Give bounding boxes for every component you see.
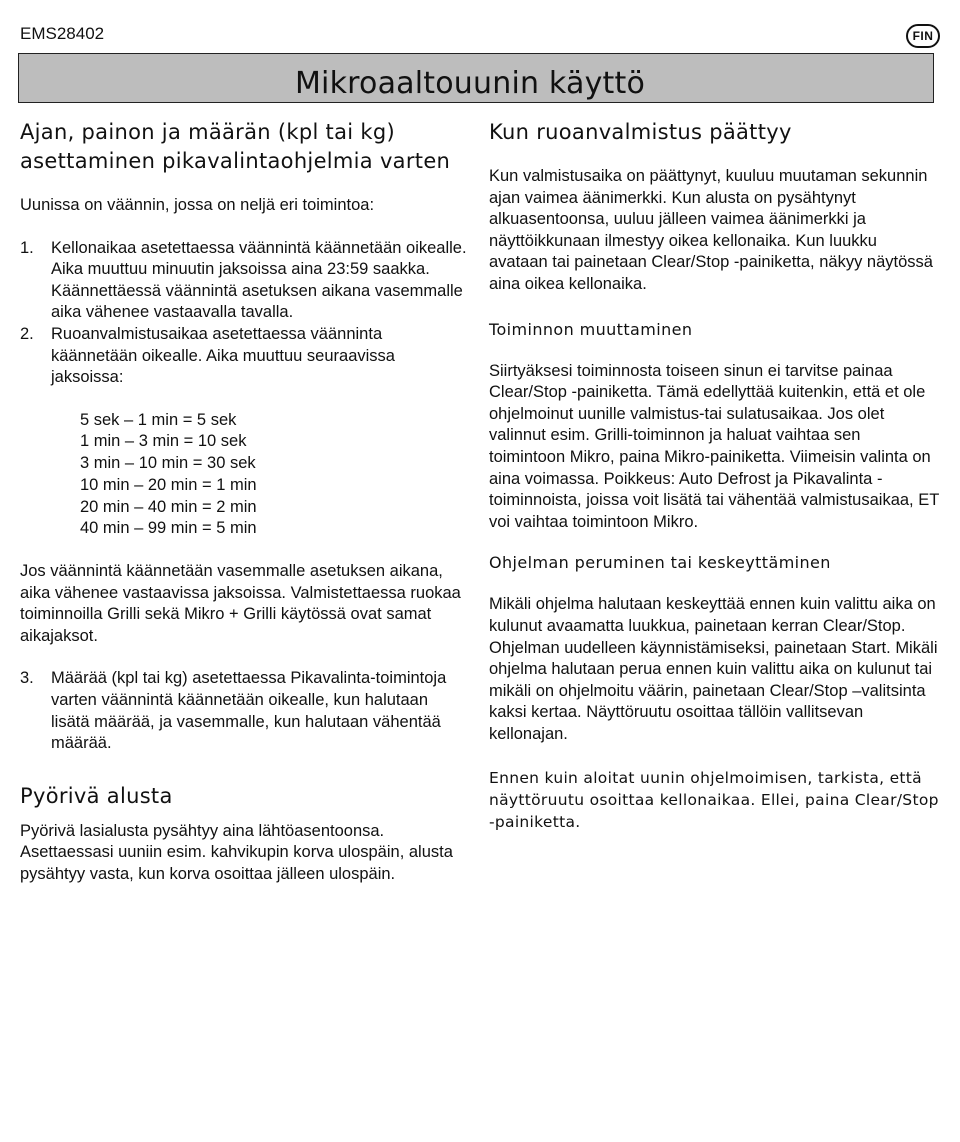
list-text: Kellonaikaa asetettaessa väännintä käännetään oikealle. Aika muuttuu minuutin jaksoissa aina 23:59 saakka. Käännettäessä väännintä asetuksen aikana vasemmalle aika vähenee vastaavalla tavalla. [51,238,467,322]
interval-row: 20 min – 40 min = 2 min [80,497,257,516]
left-column [20,118,470,886]
section-title-cooking-ends: Kun ruoanvalmistus päättyy [489,120,792,144]
turntable-paragraph: Pyörivä lasialusta pysähtyy aina lähtöasentoonsa. Asettaessasi uuniin esim. kahvikupin korva ulospäin, alusta pysähtyy vasta, kun korva osoittaa jälleen ulospäin. [20,821,453,883]
function-list-continued [20,668,470,754]
time-interval-table [20,410,470,540]
interval-row: 3 min – 10 min = 30 sek [80,454,256,473]
banner-title: Mikroaaltouunin käyttö [294,66,645,101]
list-number: 2. [20,324,34,343]
function-list [20,238,470,389]
intro-paragraph: Uunissa on väännin, jossa on neljä eri toimintoa: [20,196,375,214]
list-number: 3. [20,669,34,688]
list-item-3 [20,668,470,754]
interval-row: 40 min – 99 min = 5 min [80,519,257,538]
subsection-title-cancel-program: Ohjelman peruminen tai keskeyttäminen [489,553,831,573]
section-title-time-weight [20,118,470,176]
section-title-turntable: Pyörivä alusta [20,783,173,808]
cancel-program-paragraph: Mikäli ohjelma halutaan keskeyttää ennen kuin valittu aika on kulunut avaamatta luukkua, painetaan kerran Clear/Stop. Ohjelman uudelleen käynnistämiseksi, painetaan Start. Mikäli ohjelma halutaan perua ennen kuin valittu aika on kulunut tai mikäli on ohjelmoitu väärin, painetaan Clear/Stop –valitsinta kaksi kertaa. Näyttöruutu osoittaa tällöin vallitsevan kellonajan. [489,595,938,743]
interval-row: 1 min – 3 min = 10 sek [80,432,247,451]
language-badge: FIN [906,24,940,48]
list-item-2 [20,324,470,389]
section-title-line-1: Ajan, painon ja määrän (kpl tai kg) [20,120,395,144]
list-item-1 [20,238,470,324]
cooking-ends-paragraph: Kun valmistusaika on päättynyt, kuuluu muutaman sekunnin ajan vaimea äänimerkki. Kun alusta on pysähtynyt alkuasentoonsa, uuluu jälleen vaimea äänimerkki ja näyttöikkunaan ilmestyy oikea kellonaika. Kun luukku avataan tai painetaan Clear/Stop -painiketta, näkyy näytössä aina oikea kellonaika. [489,167,933,293]
reverse-direction-paragraph: Jos väännintä käännetään vasemmalle asetuksen aikana, aika vähenee vastaavissa jaksoissa. Valmistettaessa ruokaa toiminnoilla Grilli sekä Mikro + Grilli käytössä ovat samat aikajaksot. [20,561,461,645]
interval-row: 10 min – 20 min = 1 min [80,475,257,494]
model-number: EMS28402 [20,24,105,43]
change-function-paragraph: Siirtyäksesi toiminnosta toiseen sinun ei tarvitse painaa Clear/Stop -painiketta. Tämä edellyttää kuitenkin, että et ole ohjelmoinut uunille valmistus-tai sulatusaikaa. Jos olet valinnut esim. Grilli-toiminnon ja haluat vaihtaa sen toimintoon Mikro, paina Mikro-painiketta. Viimeisin valinta on aina voimassa. Poikkeus: Auto Defrost ja Pikavalinta -toiminnoista, joissa voit lisätä tai vähentää valmistusaikaa, ET voi vaihtaa toimintoon Mikro. [489,361,939,531]
check-clock-paragraph: Ennen kuin aloitat uunin ohjelmoimisen, tarkista, että näyttöruutu osoittaa kellonaikaa. Ellei, paina Clear/Stop -painiketta. [489,769,939,832]
list-text: Ruoanvalmistusaikaa asetettaessa väänninta käännetään oikealle. Aika muuttuu seuraavissa jaksoissa: [51,324,395,387]
title-banner [18,53,934,103]
interval-row: 5 sek – 1 min = 5 sek [80,410,237,429]
list-text: Määrää (kpl tai kg) asetettaessa Pikavalinta-toimintoja varten väännintä käännetään oikealle, kun halutaan lisätä määrää, ja vasemmalle, kun halutaan vähentää määrää. [51,669,447,753]
right-column [489,118,939,833]
list-number: 1. [20,238,34,257]
section-title-line-2: asettaminen pikavalintaohjelmia varten [20,149,451,173]
subsection-title-change-function: Toiminnon muuttaminen [489,319,693,339]
